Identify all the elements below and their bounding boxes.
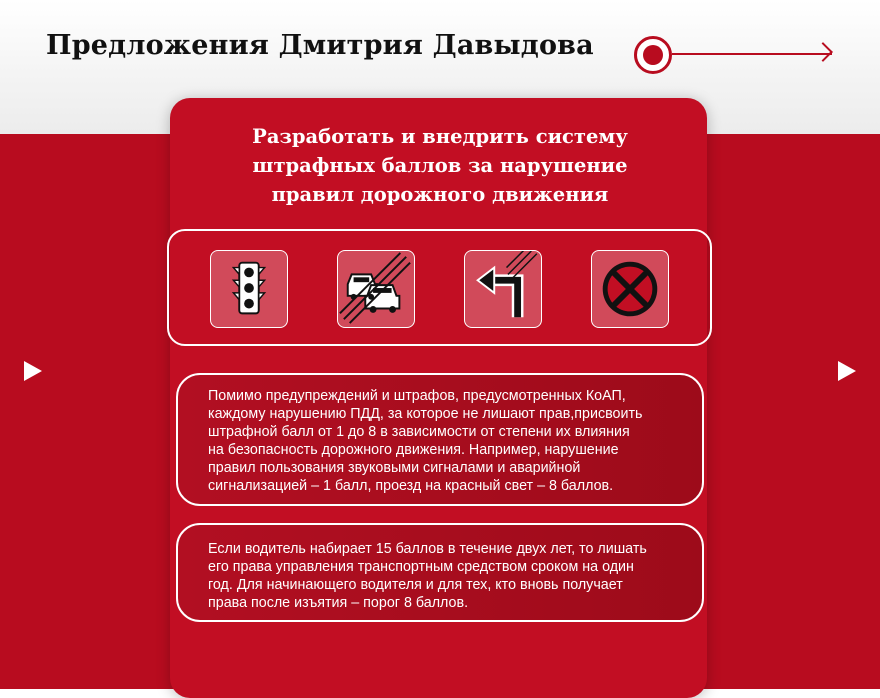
info-line: Помимо предупреждений и штрафов, предусмотренных КоАП, xyxy=(208,388,626,404)
page-title: Предложения Дмитрия Давыдова xyxy=(46,30,594,61)
traffic-light-icon xyxy=(210,250,288,328)
card-title-line: правил дорожного движения xyxy=(271,183,609,206)
info-line: сигнализацией – 1 балл, проезд на красный свет – 8 баллов. xyxy=(208,478,614,494)
info-line: каждому нарушению ПДД, за которое не лишают прав,присвоить xyxy=(208,406,643,422)
info-line: штрафной балл от 1 до 8 в зависимости от степени их влияния xyxy=(208,424,630,440)
card-title-line: Разработать и внедрить систему xyxy=(252,125,628,148)
info-line: правил пользования звуковыми сигналами и аварийной xyxy=(208,460,581,476)
card-title xyxy=(205,122,675,209)
no-overtaking-end-icon xyxy=(337,250,415,328)
info-line: на безопасность дорожного движения. Например, нарушение xyxy=(208,442,619,458)
arrow-right-icon[interactable] xyxy=(672,53,832,55)
target-dot xyxy=(643,45,663,65)
info-line: его права управления транспортным средством сроком на один xyxy=(208,559,634,575)
info-line: год. Для начинающего водителя и для тех, кто вновь получает xyxy=(208,577,623,593)
play-left-icon[interactable] xyxy=(24,361,42,381)
info-box-1 xyxy=(176,373,704,506)
play-right-icon[interactable] xyxy=(838,361,856,381)
left-turn-end-icon xyxy=(464,250,542,328)
info-line: права после изъятия – порог 8 баллов. xyxy=(208,595,469,611)
card-title-line: штрафных баллов за нарушение xyxy=(252,154,628,177)
info-box-2 xyxy=(176,523,704,622)
info-line: Если водитель набирает 15 баллов в течение двух лет, то лишать xyxy=(208,541,647,557)
no-stopping-icon xyxy=(591,250,669,328)
target-icon[interactable] xyxy=(634,36,672,74)
